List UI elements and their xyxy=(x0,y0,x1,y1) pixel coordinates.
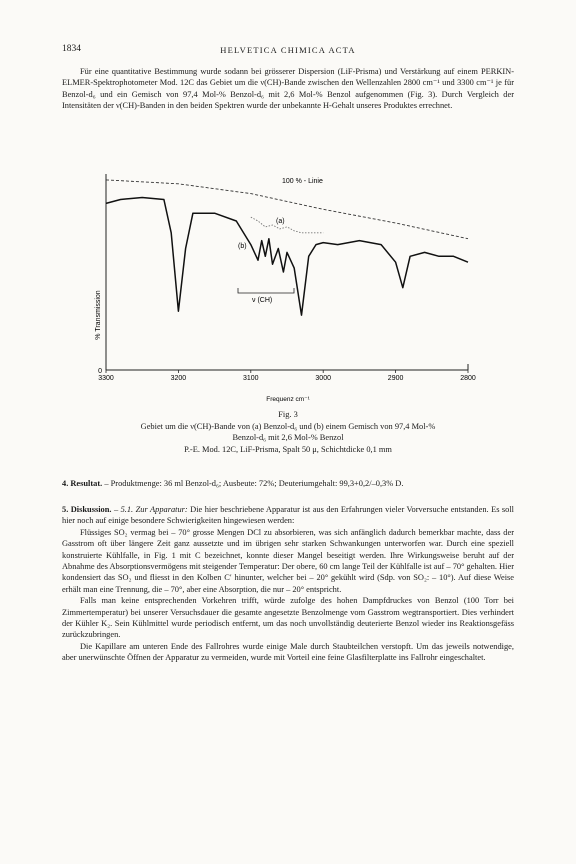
label-vch-band: ν (CH) xyxy=(252,297,273,304)
page-number: 1834 xyxy=(62,44,81,54)
x-tick-label: 3300 xyxy=(98,375,114,382)
x-tick-label: 2800 xyxy=(460,375,476,382)
resultat-paragraph xyxy=(62,478,514,489)
chart-axes xyxy=(98,174,476,382)
x-tick-label: 3000 xyxy=(315,375,331,382)
diskussion-heading: 5. Diskussion. xyxy=(62,505,112,514)
falls-paragraph: Falls man keine entsprechenden Vorkehren trifft, würde zufolge des hohen Dampfdruckes von Benzol (100 Torr bei Zimmertemperatur) bei unserer Versuchsdauer die gesamte angesetzte Benzolmenge vom Gasstrom wegtransportiert. Dies verhindert der Kühler K₂. Sein Kühlmittel wurde periodisch entfernt, um das noch unvollständig deuterierte Benzol wieder ins Reaktionsgefäss zurückzubringen. xyxy=(62,596,514,640)
chart-series xyxy=(106,180,468,315)
x-tick-label: 3100 xyxy=(243,375,259,382)
x-tick-label: 2900 xyxy=(387,375,404,382)
intro-text xyxy=(62,66,514,112)
discussion-section xyxy=(62,504,514,664)
y-zero-label: 0 xyxy=(98,368,102,375)
so2-paragraph: Flüssiges SO₂ vermag bei – 70° grosse Mengen DCl zu absorbieren, was sich anfänglich dadurch bemerkbar machte, dass der Gasstrom oft über längere Zeit ganz aussetzte und im übrigen sehr starken Schwankungen unterworfen war. Durch eine speziell konstruierte Kühlfalle, in Fig. 1 mit C bezeichnet, konnte dieser Mangel beseitigt werden. Ihre Wirkungsweise beruht auf der Abnahme des Absorptionsvermögens mit steigender Temperatur: Der obere, 60 cm lange Teil der Kühlfalle ist auf – 70° gehalten. Hier kondensiert das SO₂ und fliesst in den Kolben C′ hinunter, welcher bei – 20° gekühlt wird (Sdp. von SO₂: – 10°). Auf diese Weise erhält man eine Trennung, die – 70°, aber eine Absorption, die nur – 20° entspricht. xyxy=(62,527,514,594)
y-axis-label: % Transmission xyxy=(95,290,102,340)
series-100-percent-line xyxy=(106,180,468,239)
caption-line-1: Gebiet um die ν(CH)-Bande von (a) Benzol-d₆ und (b) einem Gemisch von 97,4 Mol-% xyxy=(140,421,436,431)
series-b-gemisch xyxy=(106,198,468,316)
intro-paragraph: Für eine quantitative Bestimmung wurde sodann bei grösserer Dispersion (LiF-Prisma) und Verstärkung auf einem PERKIN-ELMER-Spektrophotometer Mod. 12C das Gebiet um die ν(CH)-Bande zwischen den Wellenzahlen 2800 cm⁻¹ und 3300 cm⁻¹ je für Benzol-d₆ und ein Gemisch von 97,4 Mol-% Benzol-d₆ mit 2,6 Mol-% Benzol aufgenommen (Fig. 3). Durch Vergleich der Intensitäten der ν(CH)-Banden in den beiden Spektren wurde der unbekannte H-Gehalt unseres Produktes errechnet. xyxy=(62,67,514,111)
journal-title: HELVETICA CHIMICA ACTA xyxy=(220,45,356,55)
ir-spectrum-figure xyxy=(62,160,514,408)
label-series-b: (b) xyxy=(238,243,247,250)
resultat-text: – Produktmenge: 36 ml Benzol-d₆; Ausbeute: 72%; Deuteriumgehalt: 99,3+0,2/–0,3% D. xyxy=(102,479,404,488)
vch-band-bracket xyxy=(238,288,294,293)
caption-line-2: Benzol-d₆ mit 2,6 Mol-% Benzol xyxy=(232,433,344,443)
label-series-a: (a) xyxy=(276,218,285,225)
resultat-heading: 4. Resultat. xyxy=(62,479,103,488)
x-tick-label: 3200 xyxy=(170,375,187,382)
series-a-benzol-d6 xyxy=(251,217,323,233)
x-axis-label: Frequenz cm⁻¹ xyxy=(266,396,310,403)
diskussion-text: Die hier beschriebene Apparatur ist aus den Erfahrungen vieler Vorversuche entstanden. Es soll hier noch auf einige besondere Schwierigkeiten hingewiesen werden: xyxy=(62,505,515,526)
caption-title: Fig. 3 xyxy=(278,410,298,419)
label-100-percent-line: 100 % - Linie xyxy=(282,178,323,185)
results-section xyxy=(62,478,514,489)
kapillare-paragraph: Die Kapillare am unteren Ende des Fallrohres wurde einige Male durch Staubteilchen verstopft. Um das jeweils notwendige, aber unerwünschte Öffnen der Apparatur zu vermeiden, wurde mit Vorteil eine feine Glasfilterplatte ins Fallrohr eingeschaltet. xyxy=(62,641,514,663)
caption-line-3: P.-E. Mod. 12C, LiF-Prisma, Spalt 50 μ, Schichtdicke 0,1 mm xyxy=(184,444,392,454)
diskussion-paragraph xyxy=(62,504,514,527)
diskussion-subheading: – 5.1. Zur Apparatur: xyxy=(111,505,188,514)
figure-caption xyxy=(62,409,514,455)
